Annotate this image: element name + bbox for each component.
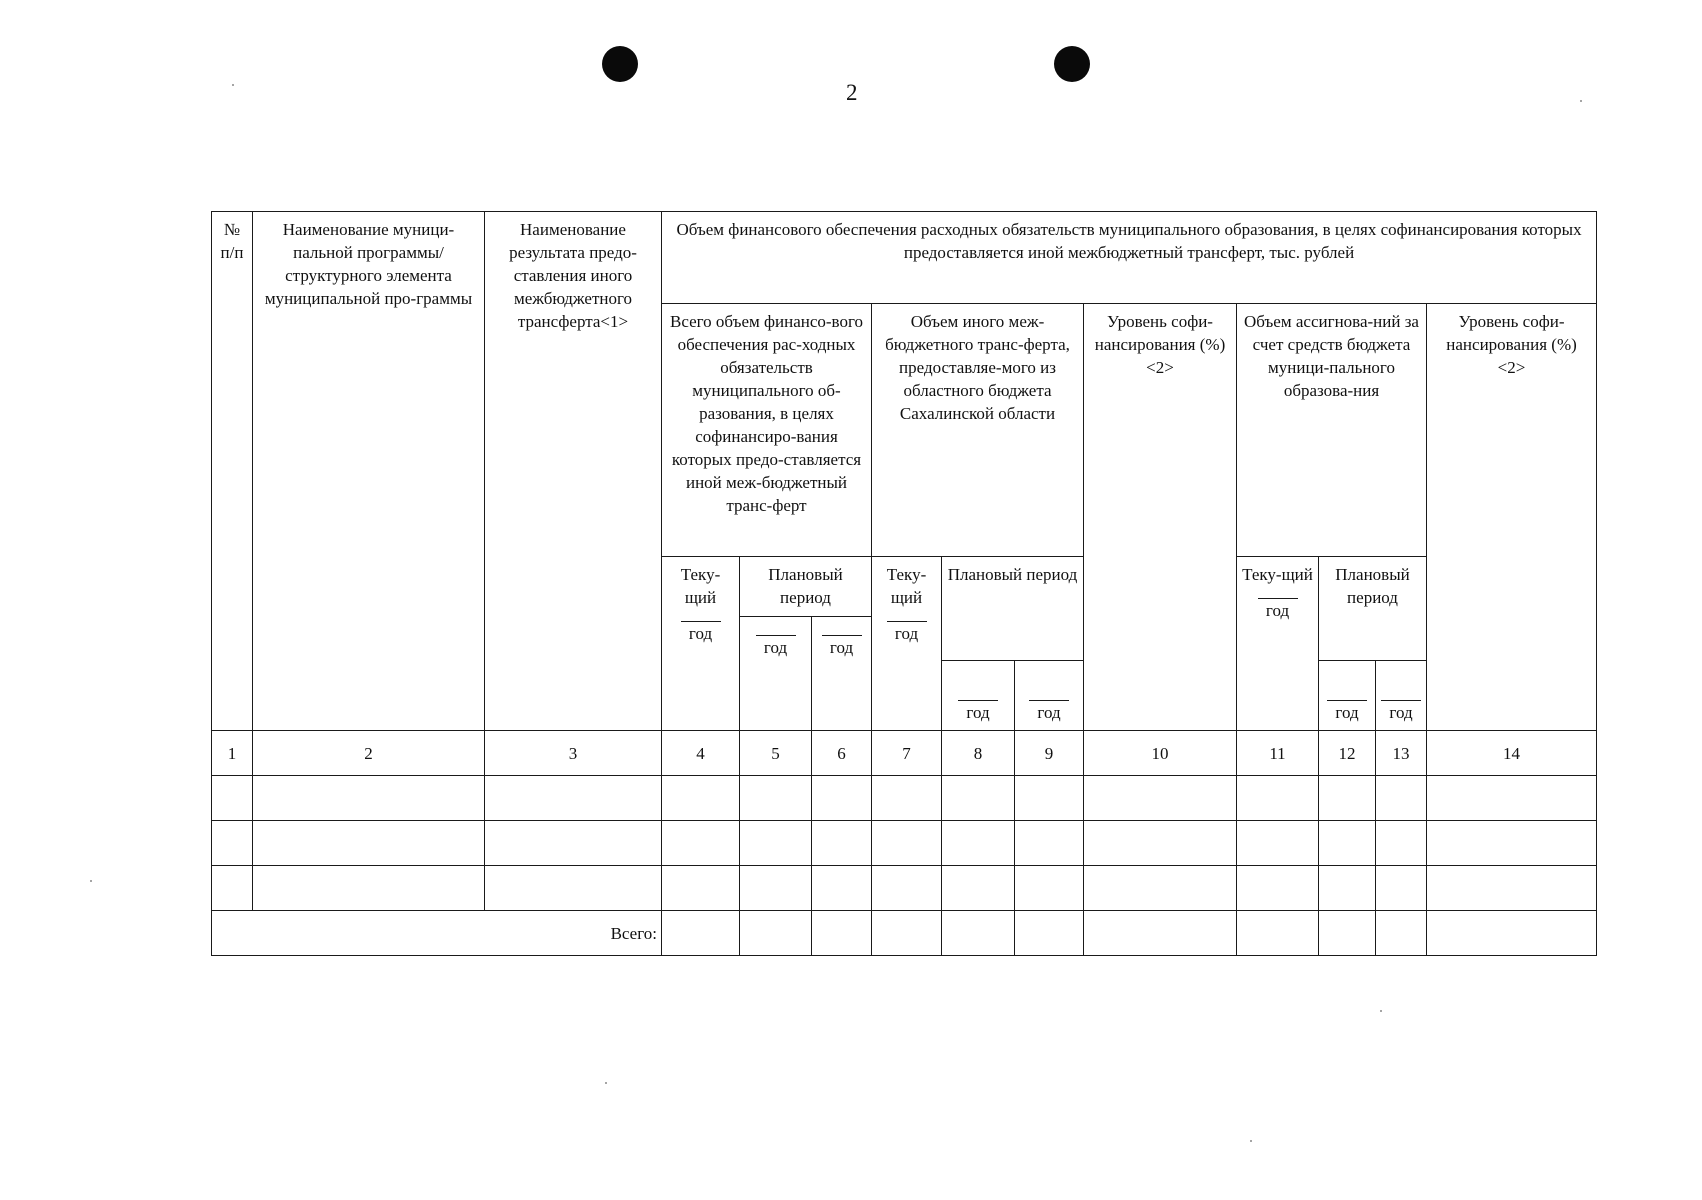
table-row <box>212 776 1597 821</box>
table-cell <box>1427 911 1597 956</box>
table-cell <box>212 821 253 866</box>
current-year-regional <box>872 557 942 731</box>
table-cell <box>1084 821 1237 866</box>
table-cell <box>942 866 1015 911</box>
table-cell <box>872 911 942 956</box>
year-word: год <box>763 638 788 657</box>
table-cell <box>1237 821 1319 866</box>
table-cell <box>1015 911 1084 956</box>
planned-year-1-regional <box>942 661 1015 731</box>
table-cell <box>812 821 872 866</box>
scan-speck <box>232 84 234 86</box>
table-cell <box>253 776 485 821</box>
table-cell <box>1376 776 1427 821</box>
scan-speck <box>90 880 92 882</box>
header-sub-municipal: Объем ассигнова-ний за счет средств бюджета муници-пального образова-ния <box>1237 304 1427 557</box>
table-cell <box>1319 911 1376 956</box>
table-cell <box>662 776 740 821</box>
table-cell <box>253 821 485 866</box>
year-word: год <box>1265 601 1290 620</box>
planned-period-regional: Плановый период <box>942 557 1084 661</box>
financing-table <box>211 211 1597 956</box>
table-cell <box>1427 821 1597 866</box>
table-cell <box>1319 821 1376 866</box>
column-number: 7 <box>872 731 942 776</box>
table-cell <box>740 866 812 911</box>
column-number: 8 <box>942 731 1015 776</box>
header-row-1 <box>212 212 1597 304</box>
table-cell <box>1084 911 1237 956</box>
table-cell <box>1015 821 1084 866</box>
planned-year-2-regional <box>1015 661 1084 731</box>
page-number: 2 <box>846 80 858 105</box>
scan-speck <box>605 1082 607 1084</box>
table-cell <box>212 776 253 821</box>
scan-speck <box>1580 100 1582 102</box>
table-cell <box>740 776 812 821</box>
table-cell <box>1427 866 1597 911</box>
planned-year-1-total <box>740 617 812 731</box>
planned-year-1-municipal <box>1319 661 1376 731</box>
total-row <box>212 911 1597 956</box>
table-cell <box>872 866 942 911</box>
table-cell <box>485 776 662 821</box>
column-number: 11 <box>1237 731 1319 776</box>
planned-period-municipal: Плановый период <box>1319 557 1427 661</box>
table-cell <box>812 866 872 911</box>
table-cell <box>942 911 1015 956</box>
year-word: год <box>829 638 854 657</box>
year-word: год <box>688 624 713 643</box>
table-cell <box>1015 776 1084 821</box>
header-col-result: Наименование результата предо-ставления иного межбюджетного трансферта<1> <box>485 212 662 731</box>
table-cell <box>740 821 812 866</box>
current-year-total <box>662 557 740 731</box>
column-number: 3 <box>485 731 662 776</box>
table-cell <box>942 776 1015 821</box>
table-row <box>212 866 1597 911</box>
table-cell <box>662 821 740 866</box>
year-word: год <box>894 624 919 643</box>
table-cell <box>1015 866 1084 911</box>
year-word: год <box>1335 703 1359 722</box>
header-sub-level-1: Уровень софи-нансирования (%) <2> <box>1084 304 1237 731</box>
table-cell <box>872 776 942 821</box>
table-row <box>212 821 1597 866</box>
table-cell <box>253 866 485 911</box>
table-cell <box>872 821 942 866</box>
column-number: 6 <box>812 731 872 776</box>
table-cell <box>740 911 812 956</box>
table-cell <box>485 866 662 911</box>
table-cell <box>485 821 662 866</box>
table-cell <box>1237 866 1319 911</box>
scan-speck <box>1380 1010 1382 1012</box>
table-cell <box>1084 776 1237 821</box>
table-cell <box>812 776 872 821</box>
header-sub-level-2: Уровень софи-нансирования (%) <2> <box>1427 304 1597 731</box>
table-cell <box>1376 911 1427 956</box>
header-sub-total: Всего объем финансо-вого обеспечения рас-ходных обязательств муниципального об-разования, в целях софинансиро-вания которых предо-ставляется иной меж-бюджетный транс-ферт <box>662 304 872 557</box>
punch-hole-right <box>1054 46 1090 82</box>
punch-hole-left <box>602 46 638 82</box>
table-cell <box>212 866 253 911</box>
table-cell <box>1427 776 1597 821</box>
year-word: год <box>966 703 990 722</box>
column-number: 9 <box>1015 731 1084 776</box>
year-word: год <box>1389 703 1413 722</box>
current-year-municipal <box>1237 557 1319 731</box>
table-cell <box>1237 776 1319 821</box>
total-label: Всего: <box>212 911 662 956</box>
current-label: Теку-щий <box>886 565 927 607</box>
column-number: 5 <box>740 731 812 776</box>
column-number: 1 <box>212 731 253 776</box>
current-label: Теку-щий <box>1242 565 1313 584</box>
column-number: 2 <box>253 731 485 776</box>
year-word: год <box>1037 703 1061 722</box>
column-number: 4 <box>662 731 740 776</box>
table-cell <box>1376 866 1427 911</box>
table-cell <box>1319 866 1376 911</box>
table-cell <box>942 821 1015 866</box>
header-group-title: Объем финансового обеспечения расходных обязательств муниципального образования, в целях софинансирования которых предоставляется иной межбюджетный трансферт, тыс. рублей <box>662 212 1597 304</box>
column-number: 14 <box>1427 731 1597 776</box>
column-number-row <box>212 731 1597 776</box>
column-number: 10 <box>1084 731 1237 776</box>
header-col-program: Наименование муници-пальной программы/ структурного элемента муниципальной про-граммы <box>253 212 485 731</box>
current-label: Теку-щий <box>680 565 721 607</box>
planned-year-2-municipal <box>1376 661 1427 731</box>
table-cell <box>662 866 740 911</box>
table-cell <box>1376 821 1427 866</box>
scan-speck <box>1250 1140 1252 1142</box>
table-cell <box>1084 866 1237 911</box>
table-cell <box>1237 911 1319 956</box>
planned-year-2-total <box>812 617 872 731</box>
header-sub-regional: Объем иного меж-бюджетного транс-ферта, предоставляе-мого из областного бюджета Сахалинской области <box>872 304 1084 557</box>
column-number: 12 <box>1319 731 1376 776</box>
table-cell <box>812 911 872 956</box>
header-col-num: № п/п <box>212 212 253 731</box>
table-cell <box>1319 776 1376 821</box>
column-number: 13 <box>1376 731 1427 776</box>
table-cell <box>662 911 740 956</box>
planned-period-total: Плановый период <box>740 557 872 617</box>
